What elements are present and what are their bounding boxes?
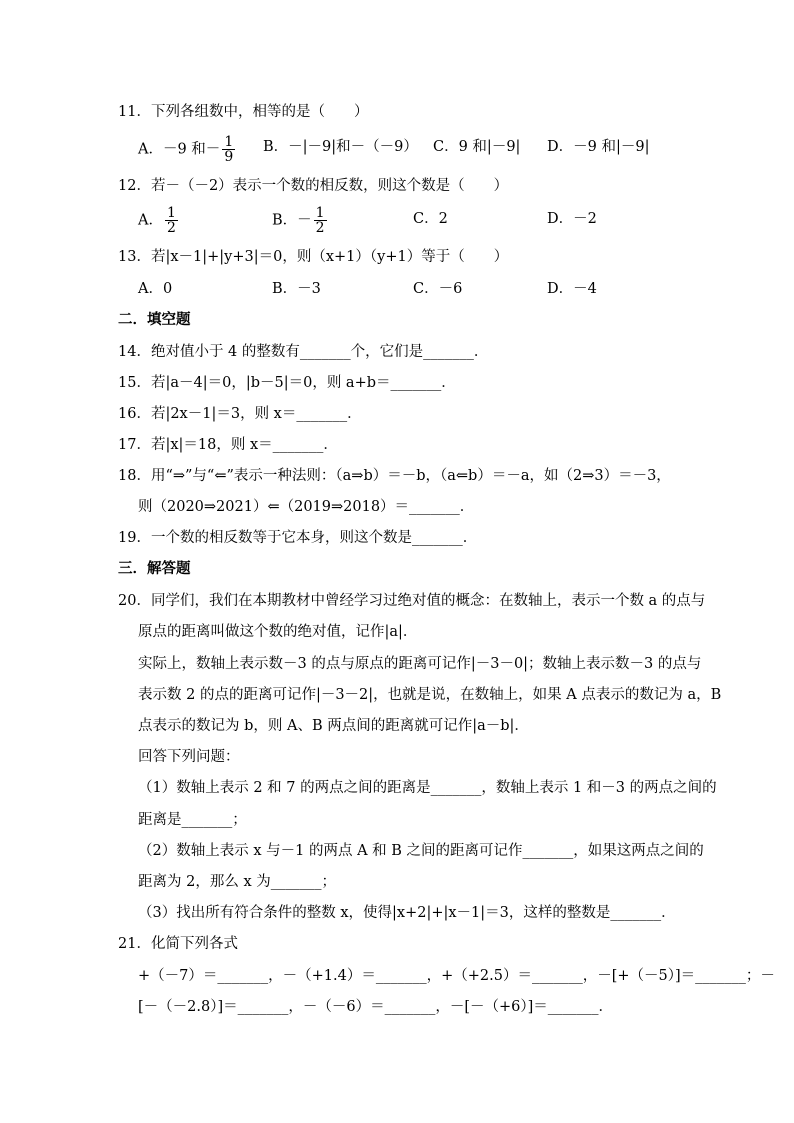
question-11-option-b: B．－|－9|和－（－9） xyxy=(263,139,418,155)
question-19: 19．一个数的相反数等于它本身，则这个数是_______． xyxy=(118,530,478,546)
question-20-line-6: 回答下列问题： xyxy=(138,749,240,765)
option-b-label: B．－ xyxy=(272,212,312,229)
fraction xyxy=(165,206,178,235)
question-13-option-d: D．－4 xyxy=(547,281,597,297)
question-21-stem: 21．化简下列各式 xyxy=(118,936,238,952)
fraction-denominator: 2 xyxy=(315,220,325,236)
question-17: 17．若|x|＝18，则 x＝_______． xyxy=(118,437,338,453)
option-a-label: A．－9 和－ xyxy=(138,141,221,158)
question-20-part-1-line-1: （1）数轴上表示 2 和 7 的两点之间的距离是_______，数轴上表示 1 和－3 的两点之间的 xyxy=(138,780,717,796)
question-20-part-1-line-2: 距离是_______； xyxy=(138,812,247,828)
fraction-numerator: 1 xyxy=(315,205,325,221)
question-12-stem: 12．若－（－2）表示一个数的相反数，则这个数是（ ） xyxy=(118,178,509,194)
question-13-option-c: C．－6 xyxy=(413,281,463,297)
fraction xyxy=(314,206,327,235)
question-21-line-2: [－（－2.8）]＝_______，－（－6）＝_______，－[－（+6）]＝_______． xyxy=(138,999,614,1015)
question-20-part-2-line-1: （2）数轴上表示 x 与－1 的两点 A 和 B 之间的距离可记作_______，如果这两点之间的 xyxy=(138,843,704,859)
question-11-stem: 11．下列各组数中，相等的是（ ） xyxy=(118,104,369,120)
question-20-part-3: （3）找出所有符合条件的整数 x，使得|x+2|+|x－1|＝3，这样的整数是_______． xyxy=(138,905,676,921)
question-20-line-1: 20．同学们，我们在本期教材中曾经学习过绝对值的概念：在数轴上，表示一个数 a 的点与 xyxy=(118,593,706,609)
question-20-line-3: 实际上，数轴上表示数－3 的点与原点的距离可记作|－3－0|；数轴上表示数－3 的点与 xyxy=(138,656,702,672)
question-16: 16．若|2x－1|＝3，则 x＝_______． xyxy=(118,406,362,422)
question-13-stem: 13．若|x－1|+|y+3|＝0，则（x+1）（y+1）等于（ ） xyxy=(118,249,509,265)
question-11-option-c: C．9 和|－9| xyxy=(433,139,521,155)
question-12-option-a xyxy=(138,206,180,235)
fraction-numerator: 1 xyxy=(224,134,234,150)
question-18-line-2: 则（2020⇒2021）⇐（2019⇒2018）＝_______． xyxy=(138,499,475,515)
question-15: 15．若|a－4|＝0，|b－5|＝0，则 a+b＝_______． xyxy=(118,375,456,391)
section-heading-fill-in: 二．填空题 xyxy=(118,312,191,328)
question-21-line-1: +（－7）＝_______，－（+1.4）＝_______，+（+2.5）＝_______，－[+（－5）]＝_______；－ xyxy=(138,968,775,984)
fraction-numerator: 1 xyxy=(166,205,176,221)
question-12-option-d: D．－2 xyxy=(547,211,597,227)
option-a-label: A． xyxy=(138,212,163,229)
question-20-line-5: 点表示的数记为 b，则 A、B 两点间的距离就可记作|a－b|． xyxy=(138,718,529,734)
question-20-part-2-line-2: 距离为 2，那么 x 为_______； xyxy=(138,874,336,890)
section-heading-answer: 三．解答题 xyxy=(118,561,191,577)
question-18-line-1: 18．用“⇒”与“⇐”表示一种法则：（a⇒b）＝－b，（a⇐b）＝－a，如（2⇒3）＝－3， xyxy=(118,468,671,484)
fraction xyxy=(222,135,235,164)
fraction-denominator: 2 xyxy=(166,220,176,236)
question-13-option-a: A．0 xyxy=(138,281,173,297)
question-14: 14．绝对值小于 4 的整数有_______个，它们是_______． xyxy=(118,344,489,360)
question-11-option-d: D．－9 和|－9| xyxy=(547,139,650,155)
question-11-option-a xyxy=(138,135,237,164)
question-12-option-c: C．2 xyxy=(413,211,448,227)
fraction-denominator: 9 xyxy=(224,149,234,165)
question-20-line-4: 表示数 2 的点的距离可记作|－3－2|，也就是说，在数轴上，如果 A 点表示的数记为 a，B xyxy=(138,687,722,703)
question-20-line-2: 原点的距离叫做这个数的绝对值，记作|a|． xyxy=(138,624,418,640)
question-13-option-b: B．－3 xyxy=(272,281,321,297)
question-12-option-b xyxy=(272,206,329,235)
